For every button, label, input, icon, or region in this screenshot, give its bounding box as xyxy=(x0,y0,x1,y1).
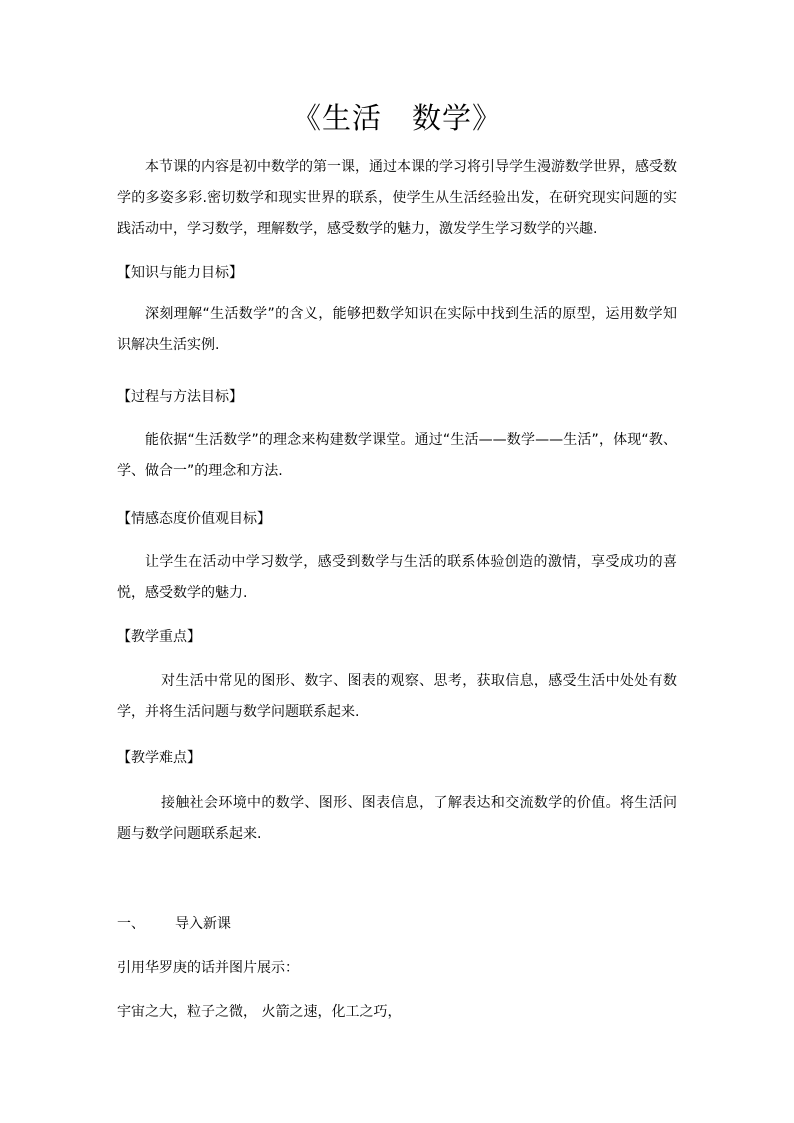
lesson-number: 一、 xyxy=(117,916,145,932)
lesson-line-2: 宇宙之大，粒子之微， 火箭之速，化工之巧， xyxy=(117,1004,402,1020)
lesson-heading xyxy=(117,913,231,935)
section-body-difficulties: 接触社会环境中的数学、图形、图表信息，了解表达和交流数学的价值。将生活问题与数学问题联系起来. xyxy=(117,795,677,842)
section-heading-knowledge: 【知识与能力目标】 xyxy=(117,265,243,281)
section-body-process: 能依据“生活数学”的理念来构建数学课堂。通过“生活——数学——生活”，体现“教、学、做合一”的理念和方法. xyxy=(117,432,677,479)
lesson-line-1: 引用华罗庚的话并图片展示： xyxy=(117,960,299,976)
section-body-knowledge: 深刻理解“生活数学”的含义，能够把数学知识在实际中找到生活的原型，运用数学知识解决生活实例. xyxy=(117,306,677,353)
section-body-key-points: 对生活中常见的图形、数字、图表的观察、思考，获取信息，感受生活中处处有数学，并将生活问题与数学问题联系起来. xyxy=(117,673,677,720)
section-heading-key-points: 【教学重点】 xyxy=(117,629,201,645)
section-heading-emotion: 【情感态度价值观目标】 xyxy=(117,511,271,527)
section-heading-process: 【过程与方法目标】 xyxy=(117,389,243,405)
lesson-title: 导入新课 xyxy=(175,916,231,932)
section-body-emotion: 让学生在活动中学习数学，感受到数学与生活的联系体验创造的激情，享受成功的喜悦，感受数学的魅力. xyxy=(117,554,677,601)
section-heading-difficulties: 【教学难点】 xyxy=(117,750,201,766)
page-title: 《生活 数学》 xyxy=(291,101,502,135)
intro-paragraph: 本节课的内容是初中数学的第一课，通过本课的学习将引导学生漫游数学世界，感受数学的多姿多彩.密切数学和现实世界的联系，使学生从生活经验出发，在研究现实问题的实践活动中，学习数学，理解数学，感受数学的魅力，激发学生学习数学的兴趣. xyxy=(117,159,677,237)
